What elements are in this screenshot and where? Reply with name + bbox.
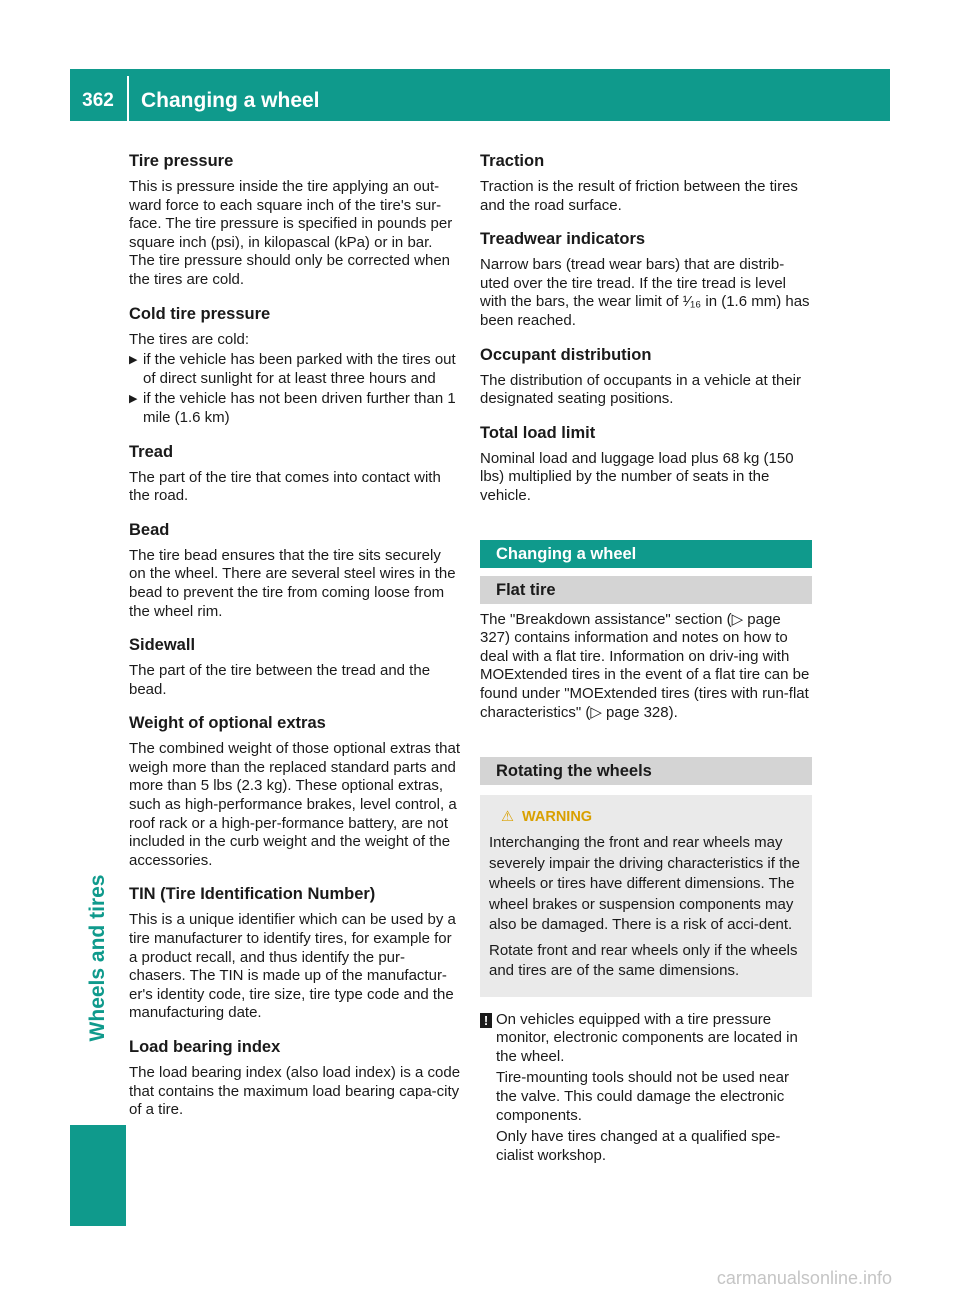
- page-title: Changing a wheel: [141, 89, 320, 112]
- section-weight-optional-extras: [129, 712, 461, 870]
- section-heading: Traction: [480, 152, 545, 170]
- section-bead: [129, 519, 461, 621]
- section-text: The load bearing index (also load index) is a code that contains the maximum load bearing capa-city of a tire.: [129, 1064, 461, 1119]
- section-text: This is pressure inside the tire applying an out-ward force to each square inch of the tire's sur-face. The tire pressure is specified in pounds per square inch (psi), in kilopascal (kPa) or in bar. The tire pressure should only be corrected when the tires are cold.: [129, 178, 453, 288]
- section-text: The tire bead ensures that the tire sits securely on the wheel. There are several steel wires in the bead to prevent the tire from coming loose from the wheel rim.: [129, 546, 456, 620]
- section-heading: Load bearing index: [129, 1038, 281, 1056]
- warning-text: Rotate front and rear wheels only if the wheels and tires are of the same dimensions.: [489, 941, 798, 980]
- side-tab: [70, 1125, 126, 1226]
- section-load-bearing-index: [129, 1036, 461, 1120]
- section-sidewall: [129, 634, 461, 699]
- header-divider: [127, 76, 129, 126]
- section-text: The part of the tire between the tread and the bead.: [129, 662, 431, 698]
- section-tread: [129, 441, 461, 506]
- cold-bullet-list: [129, 351, 461, 427]
- section-heading: Total load limit: [480, 423, 596, 442]
- left-column: [129, 150, 461, 1133]
- section-text: Nominal load and luggage load plus 68 kg (150 lbs) multiplied by the number of seats in the vehicle.: [480, 449, 794, 504]
- section-treadwear-indicators: [480, 228, 812, 330]
- section-text: Traction is the result of friction between the tires and the road surface.: [480, 178, 798, 214]
- note-block: [480, 1011, 812, 1166]
- flat-tire-band: Flat tire: [480, 576, 812, 604]
- section-text: The distribution of occupants in a vehicle at their designated seating positions.: [480, 371, 802, 408]
- bullet-icon: ▶: [129, 354, 138, 367]
- warning-box: [480, 795, 812, 997]
- section-occupant-distribution: [480, 344, 812, 409]
- section-heading: Sidewall: [129, 636, 196, 655]
- section-heading: Weight of optional extras: [129, 714, 326, 733]
- section-text: The combined weight of those optional extras that weigh more than the replaced standard parts and more than 5 lbs (2.3 kg). These optional extras, such as high-performance brakes, level control, a roof rack or a high-per-formance battery, are not included in the curb weight and the weight of the accessories.: [129, 740, 461, 869]
- section-tire-pressure: [129, 150, 461, 290]
- exclamation-icon: !: [480, 1013, 492, 1028]
- note-text: Only have tires changed at a qualified spe-cialist workshop.: [496, 1128, 781, 1164]
- list-item-text: if the vehicle has been parked with the tires out of direct sunlight for at least three hours and: [143, 351, 456, 387]
- section-tin: [129, 883, 461, 1023]
- section-heading: Tread: [129, 442, 174, 461]
- right-column: [480, 150, 812, 1168]
- warning-header: [489, 807, 803, 827]
- warning-text: Interchanging the front and rear wheels may severely impair the driving characteristics if the wheels or tires have different dimensions. The wheel brakes or suspension components may also be damaged. There is a risk of acci-dent.: [489, 834, 800, 934]
- section-traction: [480, 150, 812, 215]
- section-heading: Cold tire pressure: [129, 304, 271, 323]
- list-item-text: if the vehicle has not been driven further than 1 mile (1.6 km): [143, 390, 456, 426]
- warning-triangle-icon: ⚠: [501, 809, 514, 826]
- changing-wheel-band: Changing a wheel: [480, 540, 812, 568]
- flat-tire-text: The "Breakdown assistance" section (▷ page 327) contains information and notes on how to deal with a flat tire. Information on driv-ing with MOExtended tires in the event of a flat tire can be found under "MOExtended tires (tires with run-flat characteristics" (▷ page 328).: [480, 610, 810, 721]
- section-text: Narrow bars (tread wear bars) that are distrib-uted over the tire tread. If the tire tread is level with the bars, the wear limit of ¹⁄₁₆ in (1.6 mm) has been reached.: [480, 256, 810, 329]
- section-heading: TIN (Tire Identification Number): [129, 885, 376, 904]
- rotating-wheels-band: Rotating the wheels: [480, 757, 812, 785]
- bullet-icon: ▶: [129, 393, 138, 406]
- section-heading: Bead: [129, 520, 170, 539]
- warning-label: WARNING: [522, 809, 593, 826]
- footer-watermark: carmanualsonline.info: [716, 1268, 892, 1288]
- section-heading: Treadwear indicators: [480, 230, 646, 249]
- side-tab-label: Wheels and tires: [86, 874, 109, 1042]
- section-heading: Tire pressure: [129, 152, 234, 170]
- section-total-load-limit: [480, 422, 812, 506]
- section-cold-tire-pressure: [129, 303, 461, 428]
- section-text: The tires are cold:: [129, 330, 250, 348]
- list-item: [129, 390, 461, 427]
- note-text: On vehicles equipped with a tire pressure monitor, electronic components are located in the wheel.: [496, 1010, 798, 1065]
- list-item: [129, 351, 461, 388]
- section-heading: Occupant distribution: [480, 345, 652, 364]
- page-number: 362: [82, 90, 114, 111]
- section-text: The part of the tire that comes into contact with the road.: [129, 468, 441, 505]
- note-text: Tire-mounting tools should not be used near the valve. This could damage the electronic components.: [496, 1069, 789, 1124]
- section-text: This is a unique identifier which can be used by a tire manufacturer to identify tires, for example for a product recall, and thus identify the pur-chasers. The TIN is made up of the manufactur-er's identity code, tire size, tire type code and the manufacturing date.: [129, 911, 456, 1022]
